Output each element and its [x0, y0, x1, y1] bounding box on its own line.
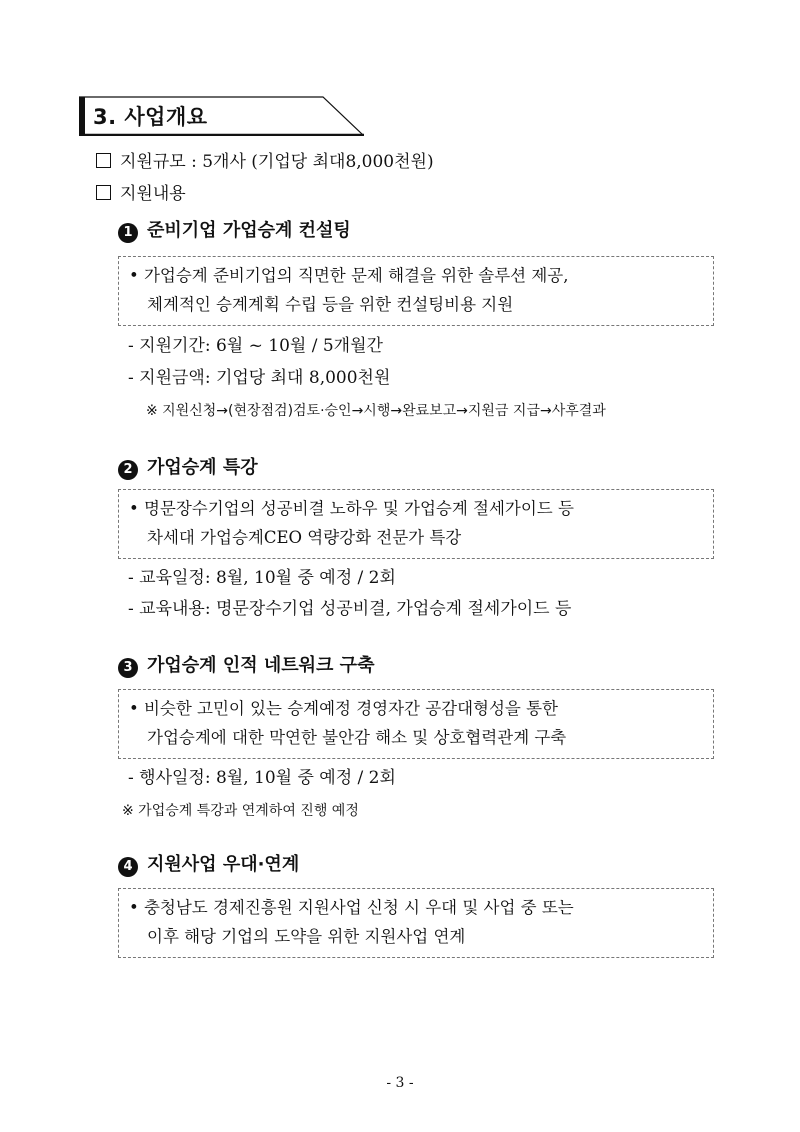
circled-number-icon: 2: [118, 460, 138, 480]
support-content-label: 지원내용: [120, 184, 186, 204]
page-number: - 3 -: [386, 1075, 414, 1091]
item3-schedule: - 행사일정: 8월, 10월 중 예정 / 2회: [128, 768, 396, 788]
item2-box-line: • 명문장수기업의 성공비결 노하우 및 가업승계 절세가이드 등: [129, 499, 574, 518]
support-content-line: [96, 182, 186, 206]
item3-heading: 가업승계 인적 네트워크 구축: [147, 655, 375, 676]
item3-box-line: • 비슷한 고민이 있는 승계예정 경영자간 공감대형성을 통한: [129, 699, 558, 718]
item4-box-line: 이후 해당 기업의 도약을 위한 지원사업 연계: [147, 927, 466, 946]
item4-heading: 지원사업 우대·연계: [147, 854, 300, 875]
item1-heading: 준비기업 가업승계 컨설팅: [147, 220, 351, 241]
item2-content: - 교육내용: 명문장수기업 성공비결, 가업승계 절세가이드 등: [128, 599, 572, 619]
item2-box-line: 차세대 가업승계CEO 역량강화 전문가 특강: [147, 528, 462, 547]
item1-box-line: • 가업승계 준비기업의 직면한 문제 해결을 위한 솔루션 제공,: [129, 266, 569, 285]
section-title: 3. 사업개요: [93, 105, 208, 129]
item3-box-line: 가업승계에 대한 막연한 불안감 해소 및 상호협력관계 구축: [147, 728, 567, 747]
item3-heading-line: [118, 654, 374, 678]
item1-process-note: ※ 지원신청→(현장점검)검토·승인→시행→완료보고→지원금 지급→사후결과: [146, 403, 606, 419]
item4-description-box: [118, 888, 714, 958]
item1-box-line: 체계적인 승계계획 수립 등을 위한 컨설팅비용 지원: [147, 295, 514, 314]
item4-heading-line: [118, 853, 299, 877]
checkbox-square-icon: [96, 153, 111, 168]
item3-description-box: [118, 689, 714, 759]
item2-schedule: - 교육일정: 8월, 10월 중 예정 / 2회: [128, 568, 396, 588]
item1-description-box: [118, 256, 714, 326]
support-scale-line: [96, 150, 434, 174]
checkbox-square-icon: [96, 185, 111, 200]
circled-number-icon: 1: [118, 223, 138, 243]
support-scale-label: 지원규모: [120, 152, 186, 172]
item2-heading: 가업승계 특강: [147, 457, 258, 478]
item1-period: - 지원기간: 6월 ~ 10월 / 5개월간: [128, 336, 383, 356]
item4-box-line: • 충청남도 경제진흥원 지원사업 신청 시 우대 및 사업 중 또는: [129, 898, 574, 917]
circled-number-icon: 4: [118, 857, 138, 877]
section-title-box: [79, 96, 364, 136]
item2-description-box: [118, 489, 714, 559]
item2-heading-line: [118, 456, 258, 480]
support-scale-value: : 5개사 (기업당 최대8,000천원): [185, 152, 434, 172]
item1-amount: - 지원금액: 기업당 최대 8,000천원: [128, 368, 391, 388]
circled-number-icon: 3: [118, 658, 138, 678]
item3-note: ※ 가업승계 특강과 연계하여 진행 예정: [122, 803, 359, 819]
item1-heading-line: [118, 219, 351, 243]
